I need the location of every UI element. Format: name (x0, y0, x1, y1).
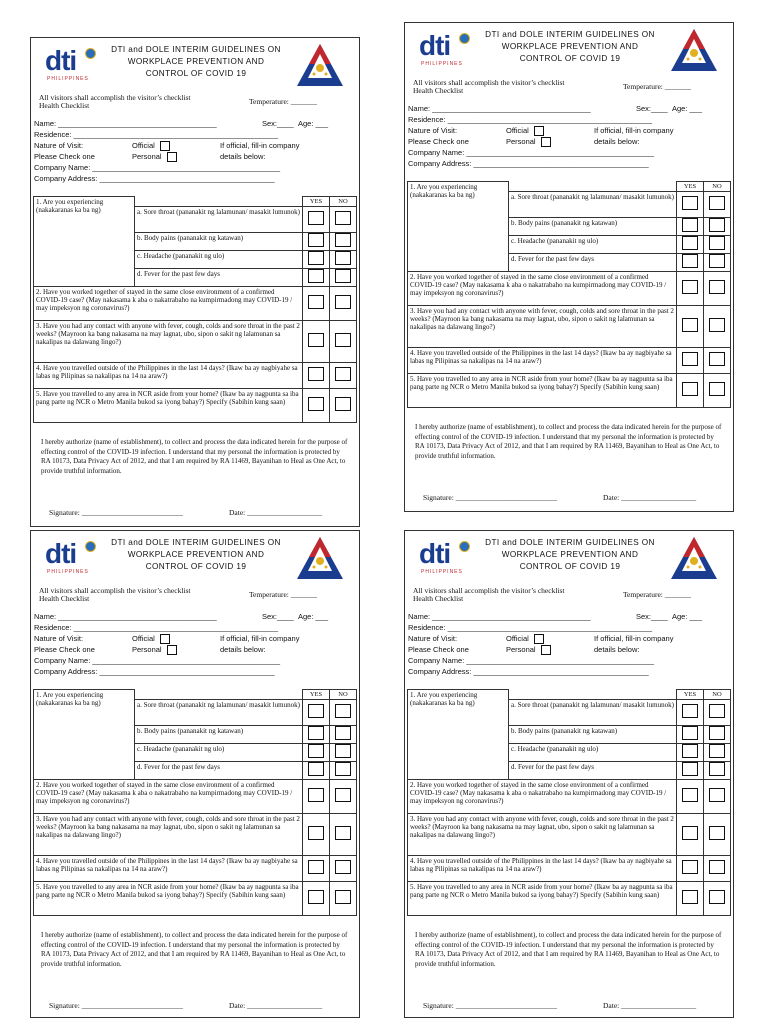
intro (31, 583, 359, 611)
question-1a: a. Sore throat (pananakit ng lalamunan/ masakit lumunok) (135, 699, 303, 725)
form-title (475, 29, 665, 65)
dti-logo (419, 539, 471, 581)
question-1c: c. Headache (pananakit ng ulo) (509, 235, 677, 253)
date-field[interactable]: Date: ____________________ (229, 1001, 323, 1010)
residence-field[interactable]: Residence: _________________________________________________ (408, 115, 652, 124)
visitor-fields (405, 611, 733, 677)
residence-field[interactable]: Residence: _________________________________________________ (408, 623, 652, 632)
personal-option[interactable]: Personal (506, 644, 551, 655)
title-line-2: WORKPLACE PREVENTION AND (127, 57, 265, 66)
question-1c: c. Headache (pananakit ng ulo) (509, 743, 677, 761)
q3-no-box[interactable] (335, 333, 351, 347)
if-official-note: If official, fill-in company (220, 141, 300, 150)
question-1b: b. Body pains (pananakit ng katawan) (509, 217, 677, 235)
check-one-label: Please Check one (408, 645, 469, 654)
q5-yes-box[interactable] (308, 397, 324, 411)
q3-yes-box[interactable] (682, 826, 698, 840)
q1a-no-box[interactable] (335, 704, 351, 718)
q2-yes-box[interactable] (308, 788, 324, 802)
q1c-no-box[interactable] (709, 236, 725, 250)
dti-logo-subtext: PHILIPPINES (47, 569, 89, 575)
official-checkbox[interactable] (160, 141, 170, 151)
check-one-label: Please Check one (34, 645, 95, 654)
health-checklist-label: Health Checklist (413, 86, 464, 95)
q1d-no-box[interactable] (709, 762, 725, 776)
residence-field[interactable]: Residence: _________________________________________________ (34, 623, 278, 632)
q1b-yes-box[interactable] (682, 218, 698, 232)
name-field[interactable]: Name: ______________________________________ (408, 612, 591, 621)
name-field[interactable]: Name: ______________________________________ (34, 119, 217, 128)
q3-yes-box[interactable] (682, 318, 698, 332)
title-line-2: WORKPLACE PREVENTION AND (501, 42, 639, 51)
question-1d: d. Fever for the past few days (135, 761, 303, 779)
question-2: 2. Have you worked together of stayed in the same close environment of a confirmed COVID-19 case? (May nakasama k aba o nakatrabaho na kumpirmadong may COVID-19 / may impeksyon ng coronavirus?) (34, 779, 303, 813)
q1d-no-box[interactable] (335, 762, 351, 776)
checklist-form-top-left (30, 37, 360, 527)
question-3: 3. Have you had any contact with anyone with fever, cough, colds and sore throat in the past 2 weeks? (Mayroon ka bang nakasama na may lagnat, ubo, sipon o sakit ng lalamunan sa nakalipas na dalawang lingo?) (408, 305, 677, 347)
q4-yes-box[interactable] (308, 367, 324, 381)
q3-no-box[interactable] (335, 826, 351, 840)
sex-field[interactable]: Sex:____ (636, 104, 668, 113)
consent-text: I hereby authorize (name of establishment), to collect and process the data indicated herein for the purpose of effecting control of the COVID-19 infection. I understand that my personal the information is protected by RA 10173, Data Privacy Act of 2012, and that I am required by RA 11469, Bayanihan to Heal as One Act, to provide truthful information. (415, 931, 722, 968)
title-line-3: CONTROL OF COVID 19 (145, 69, 247, 78)
details-below-note: details below: (594, 137, 640, 146)
intro-text: All visitors shall accomplish the visitor’s checklist (39, 93, 191, 102)
temperature-field[interactable]: Temperature: _______ (623, 82, 691, 91)
no-header: NO (704, 690, 731, 700)
q1d-yes-box[interactable] (308, 762, 324, 776)
form-title (475, 537, 665, 573)
dti-logo-text: dti (45, 538, 77, 569)
q1b-yes-box[interactable] (308, 726, 324, 740)
question-1: 1. Are you experiencing (nakakaranas ka ba ng) (408, 690, 509, 780)
question-3: 3. Have you had any contact with anyone with fever, cough, colds and sore throat in the past 2 weeks? (Mayroon ka bang nakasama na may lagnat, ubo, sipon o sakit ng lalamunan sa nakalipas na dalawang lingo?) (34, 813, 303, 855)
title-line-1: DTI and DOLE INTERIM GUIDELINES ON (485, 538, 655, 547)
question-3: 3. Have you had any contact with anyone with fever, cough, colds and sore throat in the past 2 weeks? (Mayroon ka bang nakasama na may lagnat, ubo, sipon o sakit ng lalamunan sa nakalipas na dalawang lingo?) (34, 320, 303, 362)
q1d-no-box[interactable] (335, 269, 351, 283)
q4-yes-box[interactable] (682, 352, 698, 366)
q1a-yes-box[interactable] (682, 704, 698, 718)
company-name-field[interactable]: Company Name: _____________________________________________ (408, 148, 655, 157)
q3-no-box[interactable] (709, 318, 725, 332)
q1d-no-box[interactable] (709, 254, 725, 268)
q5-no-box[interactable] (335, 890, 351, 904)
q1c-no-box[interactable] (709, 744, 725, 758)
temperature-field[interactable]: Temperature: _______ (249, 590, 317, 599)
dti-logo-subtext: PHILIPPINES (47, 76, 89, 82)
question-1a: a. Sore throat (pananakit ng lalamunan/ masakit lumunok) (135, 206, 303, 232)
q2-yes-box[interactable] (682, 280, 698, 294)
dti-logo-subtext: PHILIPPINES (421, 569, 463, 575)
question-3: 3. Have you had any contact with anyone with fever, cough, colds and sore throat in the past 2 weeks? (Mayroon ka bang nakasama na may lagnat, ubo, sipon o sakit ng lalamunan sa nakalipas na dalawang lingo?) (408, 813, 677, 855)
form-header (31, 38, 359, 90)
form-header (405, 23, 733, 75)
q5-yes-box[interactable] (308, 890, 324, 904)
official-checkbox[interactable] (160, 634, 170, 644)
globe-icon (85, 541, 96, 552)
q2-no-box[interactable] (709, 788, 725, 802)
form-header (31, 531, 359, 583)
intro-text: All visitors shall accomplish the visitor’s checklist (413, 78, 565, 87)
signature-field[interactable]: Signature: ___________________________ (423, 493, 557, 502)
title-line-1: DTI and DOLE INTERIM GUIDELINES ON (485, 30, 655, 39)
dti-logo (45, 46, 97, 88)
question-5: 5. Have you travelled to any area in NCR aside from your home? (Ikaw ba ay nagpunta sa iba pang parte ng NCR o Metro Manila bukod sa iyong bahay?) Specify (Sabihin kung saan) (408, 881, 677, 915)
question-1a: a. Sore throat (pananakit ng lalamunan/ masakit lumunok) (509, 191, 677, 217)
company-name-field[interactable]: Company Name: _____________________________________________ (408, 656, 655, 665)
signature-field[interactable]: Signature: ___________________________ (49, 1001, 183, 1010)
nature-of-visit-label: Nature of Visit: (408, 126, 458, 135)
date-field[interactable]: Date: ____________________ (603, 493, 697, 502)
signature-row (49, 1001, 349, 1010)
details-below-note: details below: (220, 645, 266, 654)
health-checklist-label: Health Checklist (39, 594, 90, 603)
form-header (405, 531, 733, 583)
question-1b: b. Body pains (pananakit ng katawan) (509, 725, 677, 743)
visitor-fields (31, 611, 359, 677)
question-4: 4. Have you travelled outside of the Philippines in the last 14 days? (Ikaw ba ay nagbiyahe sa labas ng Pilipinas sa nakalipas na 14 na araw?) (408, 855, 677, 881)
globe-icon (459, 33, 470, 44)
q1c-yes-box[interactable] (682, 744, 698, 758)
q1c-yes-box[interactable] (682, 236, 698, 250)
temperature-field[interactable]: Temperature: _______ (623, 590, 691, 599)
q1b-yes-box[interactable] (682, 726, 698, 740)
intro (405, 75, 733, 103)
q5-yes-box[interactable] (682, 382, 698, 396)
health-checklist-label: Health Checklist (39, 101, 90, 110)
q4-no-box[interactable] (709, 860, 725, 874)
q1b-yes-box[interactable] (308, 233, 324, 247)
dti-logo-text: dti (419, 30, 451, 61)
official-checkbox[interactable] (534, 126, 544, 136)
personal-option[interactable]: Personal (132, 644, 177, 655)
title-line-3: CONTROL OF COVID 19 (519, 54, 621, 63)
intro (405, 583, 733, 611)
sex-field[interactable]: Sex:____ (262, 612, 294, 621)
question-4: 4. Have you travelled outside of the Philippines in the last 14 days? (Ikaw ba ay nagbiyahe sa labas ng Pilipinas sa nakalipas na 14 na araw?) (408, 347, 677, 373)
no-header: NO (330, 197, 357, 207)
title-line-3: CONTROL OF COVID 19 (519, 562, 621, 571)
check-one-label: Please Check one (408, 137, 469, 146)
official-option[interactable]: Official (506, 633, 544, 644)
name-field[interactable]: Name: ______________________________________ (408, 104, 591, 113)
signature-row (49, 508, 349, 517)
title-line-1: DTI and DOLE INTERIM GUIDELINES ON (111, 45, 281, 54)
q1a-yes-box[interactable] (308, 704, 324, 718)
health-questions-table (407, 689, 731, 916)
q4-yes-box[interactable] (308, 860, 324, 874)
consent-text: I hereby authorize (name of establishment), to collect and process the data indicated herein for the purpose of effecting control of the COVID-19 infection. I understand that my personal the information is protected by RA 10173, Data Privacy Act of 2012, and that I am required by RA 11469, Bayanihan to Heal as One Act, to provide truthful information. (415, 423, 722, 460)
q1a-no-box[interactable] (709, 196, 725, 210)
personal-checkbox[interactable] (167, 152, 177, 162)
question-1a: a. Sore throat (pananakit ng lalamunan/ masakit lumunok) (509, 699, 677, 725)
question-4: 4. Have you travelled outside of the Philippines in the last 14 days? (Ikaw ba ay nagbiyahe sa labas ng Pilipinas sa nakalipas na 14 na araw?) (34, 855, 303, 881)
no-header: NO (330, 690, 357, 700)
q2-no-box[interactable] (709, 280, 725, 294)
company-address-field[interactable]: Company Address: __________________________________________ (34, 667, 275, 676)
q1d-yes-box[interactable] (682, 762, 698, 776)
q1a-no-box[interactable] (709, 704, 725, 718)
dti-logo-text: dti (45, 45, 77, 76)
yes-header: YES (677, 182, 704, 192)
question-1c: c. Headache (pananakit ng ulo) (135, 743, 303, 761)
q1c-yes-box[interactable] (308, 744, 324, 758)
dole-triangle-logo (669, 27, 719, 73)
consent-text: I hereby authorize (name of establishment), to collect and process the data indicated herein for the purpose of effecting control of the COVID-19 infection. I understand that my personal the information is protected by RA 10173, Data Privacy Act of 2012, and that I am required by RA 11469, Bayanihan to Heal as One Act, to provide truthful information. (41, 438, 348, 475)
question-2: 2. Have you worked together of stayed in the same close environment of a confirmed COVID-19 case? (May nakasama k aba o nakatrabaho na kumpirmadong may COVID-19 / may impeksyon ng coronavirus?) (34, 286, 303, 320)
title-line-3: CONTROL OF COVID 19 (145, 562, 247, 571)
q2-yes-box[interactable] (682, 788, 698, 802)
q5-no-box[interactable] (335, 397, 351, 411)
q1a-yes-box[interactable] (682, 196, 698, 210)
residence-field[interactable]: Residence: _________________________________________________ (34, 130, 278, 139)
nature-of-visit-label: Nature of Visit: (408, 634, 458, 643)
question-5: 5. Have you travelled to any area in NCR aside from your home? (Ikaw ba ay nagpunta sa iba pang parte ng NCR o Metro Manila bukod sa iyong bahay?) Specify (Sabihin kung saan) (34, 388, 303, 422)
official-checkbox[interactable] (534, 634, 544, 644)
official-option[interactable]: Official (132, 140, 170, 151)
nature-of-visit-label: Nature of Visit: (34, 141, 84, 150)
question-1d: d. Fever for the past few days (509, 761, 677, 779)
q1c-yes-box[interactable] (308, 251, 324, 265)
health-questions-table (407, 181, 731, 408)
sex-field[interactable]: Sex:____ (262, 119, 294, 128)
question-5: 5. Have you travelled to any area in NCR aside from your home? (Ikaw ba ay nagpunta sa iba pang parte ng NCR o Metro Manila bukod sa iyong bahay?) Specify (Sabihin kung saan) (34, 881, 303, 915)
company-address-field[interactable]: Company Address: __________________________________________ (34, 174, 275, 183)
q1b-no-box[interactable] (709, 726, 725, 740)
personal-checkbox[interactable] (541, 645, 551, 655)
temperature-field[interactable]: Temperature: _______ (249, 97, 317, 106)
yes-header: YES (303, 690, 330, 700)
check-one-label: Please Check one (34, 152, 95, 161)
nature-of-visit-label: Nature of Visit: (34, 634, 84, 643)
q4-yes-box[interactable] (682, 860, 698, 874)
q4-no-box[interactable] (335, 860, 351, 874)
details-below-note: details below: (594, 645, 640, 654)
visitor-fields (31, 118, 359, 184)
question-1: 1. Are you experiencing (nakakaranas ka ba ng) (408, 182, 509, 272)
q3-yes-box[interactable] (308, 826, 324, 840)
form-title (101, 537, 291, 573)
q1b-no-box[interactable] (335, 233, 351, 247)
personal-option[interactable]: Personal (132, 151, 177, 162)
q2-yes-box[interactable] (308, 295, 324, 309)
health-questions-table (33, 689, 357, 916)
official-option[interactable]: Official (132, 633, 170, 644)
q5-no-box[interactable] (709, 382, 725, 396)
q4-no-box[interactable] (335, 367, 351, 381)
globe-icon (459, 541, 470, 552)
question-2: 2. Have you worked together of stayed in the same close environment of a confirmed COVID-19 case? (May nakasama k aba o nakatrabaho na kumpirmadong may COVID-19 / may impeksyon ng coronavirus?) (408, 779, 677, 813)
globe-icon (85, 48, 96, 59)
dti-logo (419, 31, 471, 73)
signature-row (423, 493, 723, 502)
details-below-note: details below: (220, 152, 266, 161)
question-1: 1. Are you experiencing (nakakaranas ka ba ng) (34, 197, 135, 287)
question-1b: b. Body pains (pananakit ng katawan) (135, 725, 303, 743)
question-4: 4. Have you travelled outside of the Philippines in the last 14 days? (Ikaw ba ay nagbiyahe sa labas ng Pilipinas sa nakalipas na 14 na araw?) (34, 362, 303, 388)
official-option[interactable]: Official (506, 125, 544, 136)
no-header: NO (704, 182, 731, 192)
intro-text: All visitors shall accomplish the visitor’s checklist (413, 586, 565, 595)
q3-no-box[interactable] (709, 826, 725, 840)
question-1c: c. Headache (pananakit ng ulo) (135, 250, 303, 268)
yes-header: YES (677, 690, 704, 700)
q1a-no-box[interactable] (335, 211, 351, 225)
dti-logo-text: dti (419, 538, 451, 569)
signature-field[interactable]: Signature: ___________________________ (423, 1001, 557, 1010)
title-line-2: WORKPLACE PREVENTION AND (127, 550, 265, 559)
personal-checkbox[interactable] (167, 645, 177, 655)
q4-no-box[interactable] (709, 352, 725, 366)
health-checklist-label: Health Checklist (413, 594, 464, 603)
q2-no-box[interactable] (335, 295, 351, 309)
company-address-field[interactable]: Company Address: __________________________________________ (408, 667, 649, 676)
company-name-field[interactable]: Company Name: _____________________________________________ (34, 163, 281, 172)
if-official-note: If official, fill-in company (594, 634, 674, 643)
checklist-form-top-right (404, 22, 734, 512)
signature-field[interactable]: Signature: ___________________________ (49, 508, 183, 517)
q1b-no-box[interactable] (709, 218, 725, 232)
dole-triangle-logo (669, 535, 719, 581)
dole-triangle-logo (295, 42, 345, 88)
form-title (101, 44, 291, 80)
intro (31, 90, 359, 118)
question-1: 1. Are you experiencing (nakakaranas ka ba ng) (34, 690, 135, 780)
company-address-field[interactable]: Company Address: __________________________________________ (408, 159, 649, 168)
question-1d: d. Fever for the past few days (509, 253, 677, 271)
personal-option[interactable]: Personal (506, 136, 551, 147)
q3-yes-box[interactable] (308, 333, 324, 347)
date-field[interactable]: Date: ____________________ (229, 508, 323, 517)
age-field[interactable]: Age: ___ (672, 612, 703, 621)
if-official-note: If official, fill-in company (594, 126, 674, 135)
sex-field[interactable]: Sex:____ (636, 612, 668, 621)
dole-triangle-logo (295, 535, 345, 581)
q1d-yes-box[interactable] (308, 269, 324, 283)
consent-text: I hereby authorize (name of establishment), to collect and process the data indicated herein for the purpose of effecting control of the COVID-19 infection. I understand that my personal the information is protected by RA 10173, Data Privacy Act of 2012, and that I am required by RA 11469, Bayanihan to Heal as One Act, to provide truthful information. (41, 931, 348, 968)
title-line-2: WORKPLACE PREVENTION AND (501, 550, 639, 559)
title-line-1: DTI and DOLE INTERIM GUIDELINES ON (111, 538, 281, 547)
dti-logo-subtext: PHILIPPINES (421, 61, 463, 67)
signature-row (423, 1001, 723, 1010)
question-1b: b. Body pains (pananakit ng katawan) (135, 232, 303, 250)
q5-yes-box[interactable] (682, 890, 698, 904)
q1c-no-box[interactable] (335, 251, 351, 265)
question-1d: d. Fever for the past few days (135, 268, 303, 286)
question-5: 5. Have you travelled to any area in NCR aside from your home? (Ikaw ba ay nagpunta sa iba pang parte ng NCR o Metro Manila bukod sa iyong bahay?) Specify (Sabihin kung saan) (408, 373, 677, 407)
dti-logo (45, 539, 97, 581)
q1c-no-box[interactable] (335, 744, 351, 758)
age-field[interactable]: Age: ___ (298, 119, 329, 128)
date-field[interactable]: Date: ____________________ (603, 1001, 697, 1010)
name-field[interactable]: Name: ______________________________________ (34, 612, 217, 621)
personal-checkbox[interactable] (541, 137, 551, 147)
intro-text: All visitors shall accomplish the visitor’s checklist (39, 586, 191, 595)
if-official-note: If official, fill-in company (220, 634, 300, 643)
age-field[interactable]: Age: ___ (672, 104, 703, 113)
visitor-fields (405, 103, 733, 169)
q1d-yes-box[interactable] (682, 254, 698, 268)
age-field[interactable]: Age: ___ (298, 612, 329, 621)
checklist-form-bottom-right (404, 530, 734, 1018)
q2-no-box[interactable] (335, 788, 351, 802)
question-2: 2. Have you worked together of stayed in the same close environment of a confirmed COVID-19 case? (May nakasama k aba o nakatrabaho na kumpirmadong may COVID-19 / may impeksyon ng coronavirus?) (408, 271, 677, 305)
q5-no-box[interactable] (709, 890, 725, 904)
q1b-no-box[interactable] (335, 726, 351, 740)
q1a-yes-box[interactable] (308, 211, 324, 225)
yes-header: YES (303, 197, 330, 207)
company-name-field[interactable]: Company Name: _____________________________________________ (34, 656, 281, 665)
health-questions-table (33, 196, 357, 423)
checklist-form-bottom-left (30, 530, 360, 1018)
